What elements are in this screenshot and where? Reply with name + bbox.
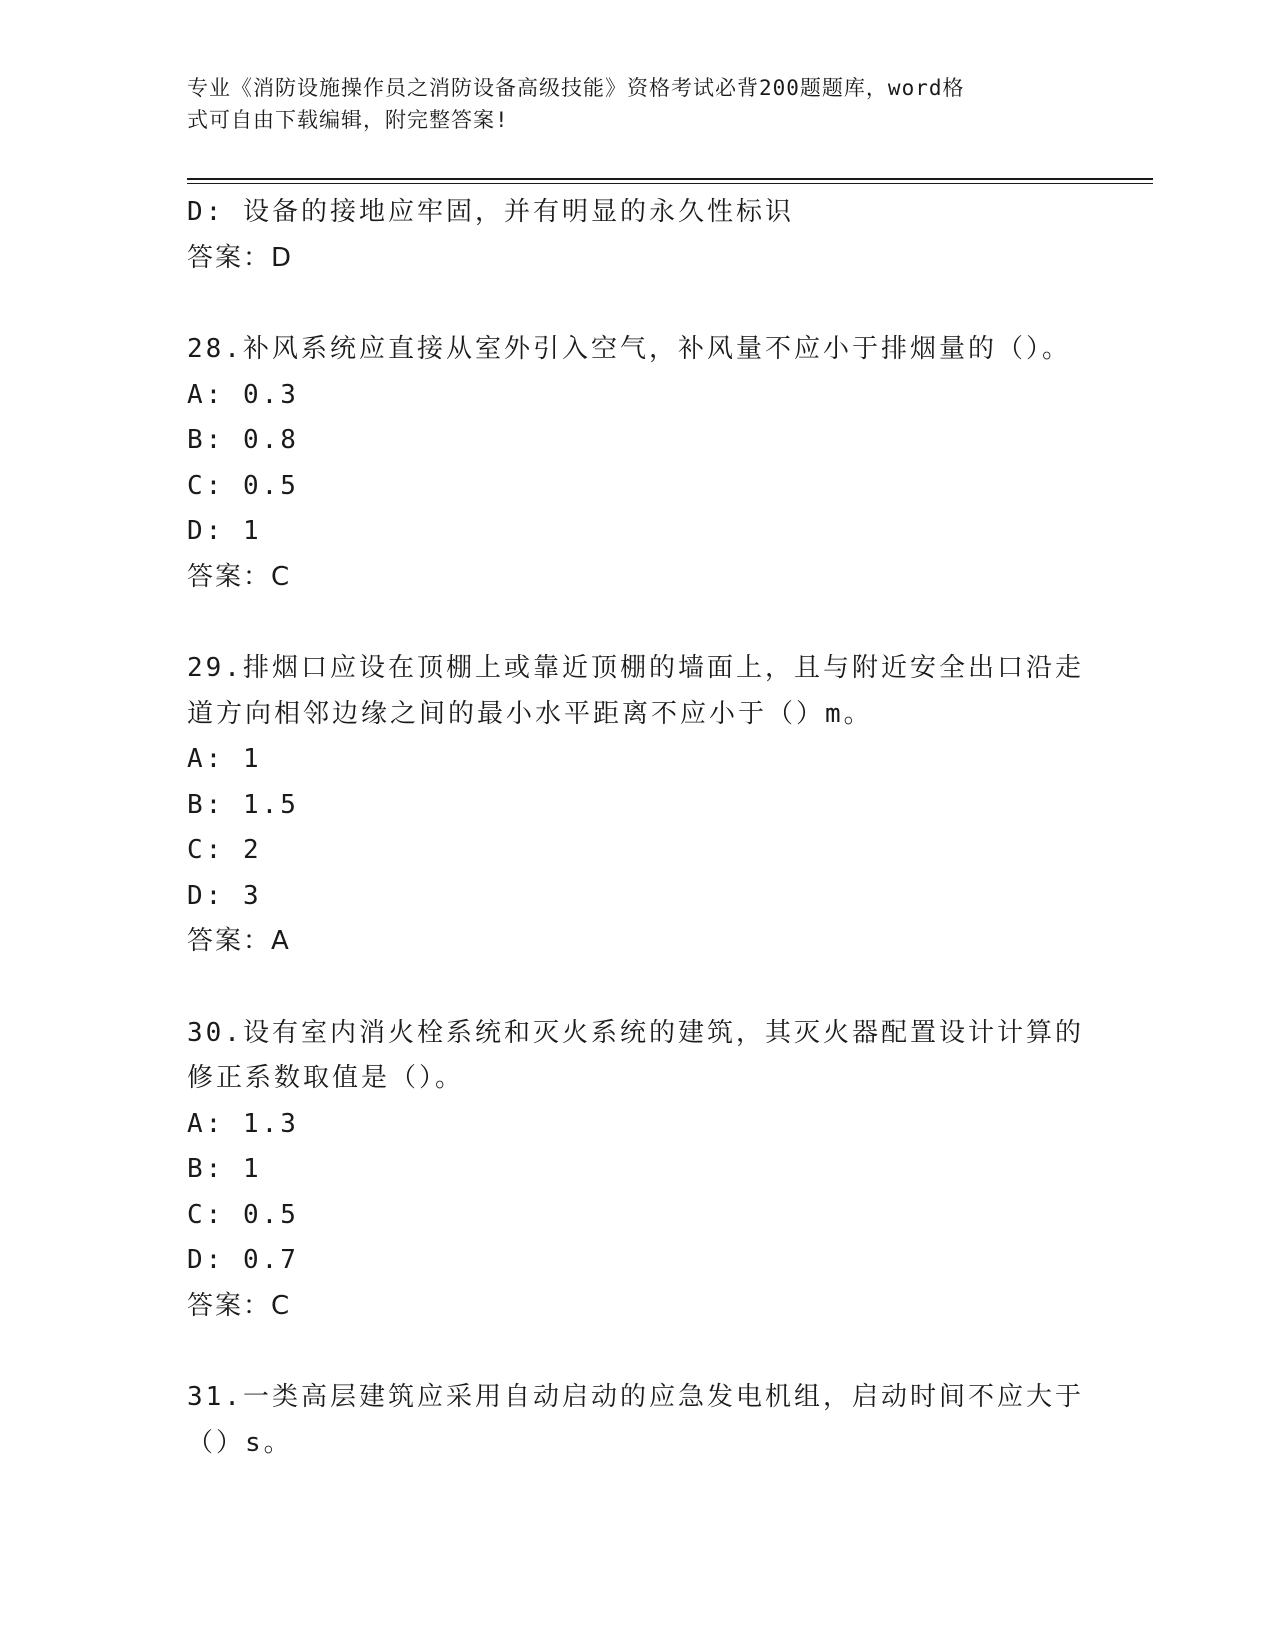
question-31 [187,1375,1087,1466]
header-line-1: 专业《消防设施操作员之消防设备高级技能》资格考试必背200题题库，word格 [187,76,965,100]
option-d: D: 1 [187,516,262,546]
option-b: B: 0.8 [187,425,299,455]
question-29 [187,646,1087,965]
option-d: D: 3 [187,880,262,911]
answer-line: 答案：A [187,926,291,956]
question-stem: 28.补风系统应直接从室外引入空气，补风量不应小于排烟量的（）。 [187,334,1071,364]
option-b: B: 1 [187,1154,262,1184]
question-stem: 29.排烟口应设在顶棚上或靠近顶棚的墙面上，且与附近安全出口沿走 [187,653,1084,683]
question-stem-continued: 修正系数取值是（）。 [187,1063,465,1093]
option-c: C: 0.5 [187,470,299,501]
document-header [187,72,1067,136]
option-a: A: 0.3 [187,379,299,410]
option-a: A: 1.3 [187,1108,299,1139]
header-divider [187,178,1153,180]
option-b: B: 1.5 [187,789,299,820]
question-list [187,190,1087,1466]
option-d: D: 0.7 [187,1245,299,1275]
option-d: D: 设备的接地应牢固，并有明显的永久性标识 [187,197,794,227]
header-divider-thin [187,183,1153,184]
option-a: A: 1 [187,744,262,774]
question-30 [187,1011,1087,1330]
header-line-2: 式可自由下载编辑，附完整答案! [187,108,509,132]
option-c: C: 2 [187,835,262,865]
question-stem-continued: 道方向相邻边缘之间的最小水平距离不应小于（）m。 [187,698,873,729]
question-stem-continued: （）s。 [187,1427,293,1458]
question-stem: 31.一类高层建筑应采用自动启动的应急发电机组，启动时间不应大于 [187,1382,1084,1412]
option-c: C: 0.5 [187,1199,299,1230]
answer-line: 答案：D [187,242,294,273]
question-28 [187,327,1087,600]
question-stem: 30.设有室内消火栓系统和灭火系统的建筑，其灭火器配置设计计算的 [187,1017,1084,1048]
answer-line: 答案：C [187,1290,292,1321]
answer-line: 答案：C [187,561,292,592]
